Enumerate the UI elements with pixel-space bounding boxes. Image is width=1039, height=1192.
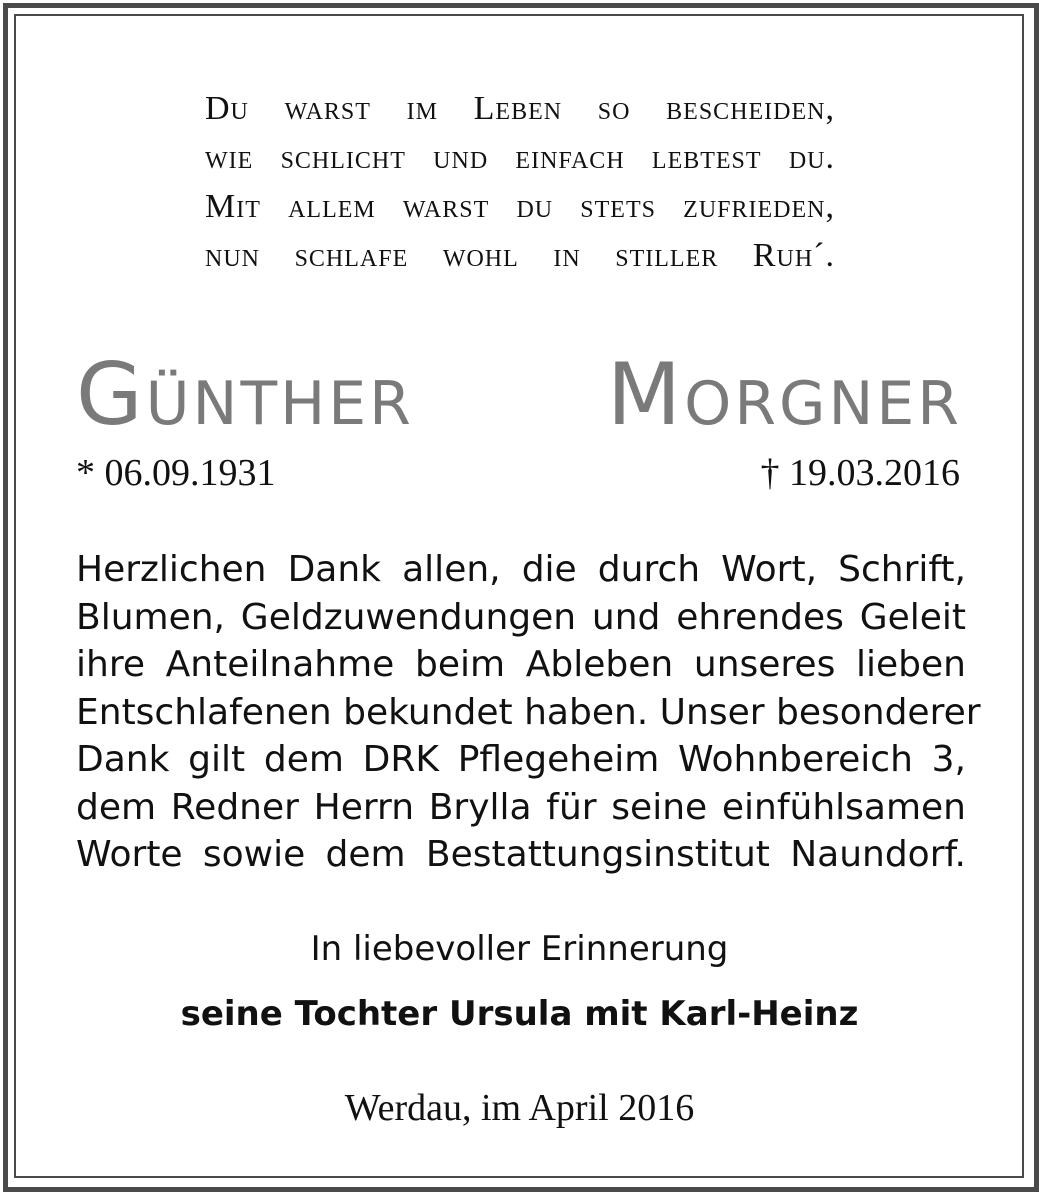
birth-date: * 06.09.1931: [76, 452, 276, 494]
thanks-line: Entschlafenen bekundet haben. Unser besonderer: [76, 691, 981, 733]
thanks-line: dem Redner Herrn Brylla für seine einfühlsamen: [76, 786, 966, 828]
thanks-line: Herzlichen Dank allen, die durch Wort, Schrift,: [76, 549, 966, 590]
poem-line: Du warst im Leben so bescheiden,: [205, 90, 835, 127]
deceased-name: Günther Morgner: [76, 345, 962, 445]
thanks-line: Blumen, Geldzuwendungen und ehrendes Geleit: [76, 596, 966, 638]
family-signature: seine Tochter Ursula mit Karl-Heinz: [180, 994, 859, 1034]
poem: [205, 84, 835, 280]
thanks-line: Dank gilt dem DRK Pflegeheim Wohnbereich 3,: [76, 739, 966, 780]
thanks-paragraph: [76, 546, 981, 879]
poem-line: nun schlafe wohl in stiller Ruh´.: [205, 237, 835, 274]
thanks-line: Worte sowie dem Bestattungsinstitut Naundorf.: [76, 834, 966, 875]
memory-line: In liebevoller Erinnerung: [310, 929, 729, 969]
thanks-line: ihre Anteilnahme beim Ableben unseres lieben: [76, 644, 966, 685]
death-date: † 19.03.2016: [760, 452, 960, 494]
place-date: Werdau, im April 2016: [344, 1087, 695, 1129]
poem-line: wie schlicht und einfach lebtest du.: [205, 139, 835, 176]
poem-line: Mit allem warst du stets zufrieden,: [205, 188, 835, 225]
